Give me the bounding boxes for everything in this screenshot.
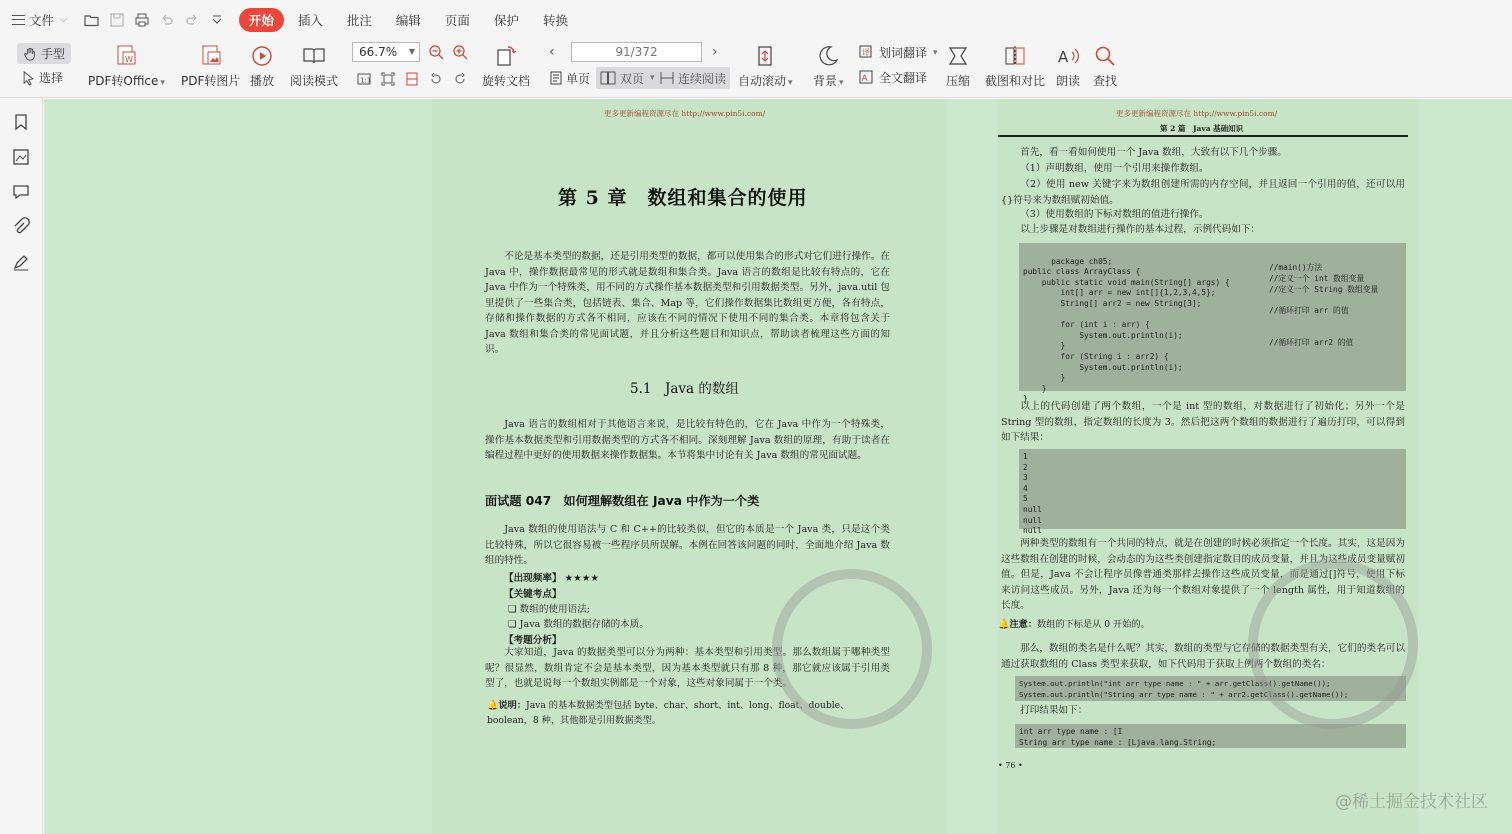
signature-icon[interactable]	[12, 253, 30, 271]
hamburger-icon	[12, 15, 25, 25]
pdf-to-office-label: PDF转Office ▾	[88, 74, 165, 88]
frequency-line	[504, 570, 599, 584]
read-aloud-label: 朗读	[1056, 74, 1081, 88]
play-label: 播放	[250, 74, 275, 88]
single-page-button[interactable]	[546, 67, 594, 89]
code-block-1	[1019, 243, 1406, 404]
auto-scroll-button[interactable]	[738, 43, 793, 89]
question-paragraph: Java 数组的使用语法与 C 和 C++的比较类似，但它的本质是一个 Java 类，只是这个类比较特殊，所以它很容易被一些程序员所误解。本例在回答该问题的同时，全面地介绍 Java 数组的特性。	[485, 524, 890, 566]
double-page-icon	[600, 71, 616, 85]
analysis-paragraph: 大家知道，Java 的数据类型可以分为两种：基本类型和引用类型。那么数组属于哪种类型呢？很显然，数组肯定不会是基本类型，因为基本类型就只有那 8 种，那它就应该属于引用类型了，也就是说每一个数组实例都是一个对象，这些对象同属于一个类。	[485, 647, 890, 689]
zoom-in-icon[interactable]	[452, 44, 468, 63]
tab-convert[interactable]: 转换	[542, 13, 568, 28]
code-comment: //定义一个 int 数组变量	[1269, 274, 1365, 283]
read-aloud-icon	[1056, 44, 1080, 68]
svg-text:W: W	[125, 55, 134, 64]
frequency-stars: ★★★★	[564, 573, 600, 584]
translate-icon	[859, 45, 875, 61]
hand-icon	[23, 47, 37, 61]
thumbnail-icon[interactable]	[12, 148, 30, 166]
rotate-document-label: 旋转文档	[482, 74, 531, 88]
page-indicator: 91/372	[615, 45, 658, 59]
code-1-text: package ch05; public class ArrayClass { public static void main(String[] args) { int[] arr = new int[]{1,2,3,4,5}; String[] arr2 = new String[3]; for (int i : arr) { System.out.println(i); } for (String i : arr2) { System.out.println(i); } } }	[1023, 256, 1230, 404]
chevron-down-icon: ▼	[408, 47, 415, 56]
search-button[interactable]	[1093, 43, 1117, 89]
hand-tool-label: 手型	[41, 47, 66, 61]
question-title: 面试题 047 如何理解数组在 Java 中作为一个类	[485, 494, 760, 508]
view-fit-icons	[355, 70, 468, 87]
chevron-down-icon: ▾	[650, 73, 655, 83]
paragraph-2: 两种类型的数组有一个共同的特点，就是在创建的时候必须指定一个长度。其实，这是因为这些数组在创建的时候，会动态的为这些类创建指定数目的成员变量，并且为这些成员变量赋初值。但是，Java 不会让程序员像普通类那样去操作这些成员变量，而是通过[]符号，使用下标来访问这些成员。另外，Java 还为每一个数组对象提供了一个 length 属性，用于知道数组的长度。	[1001, 538, 1405, 611]
frequency-label: 【出现频率】	[504, 573, 562, 584]
step-3: （3）使用数组的下标对数组的值进行操作。	[1020, 209, 1209, 220]
step-2: （2）使用 new 关键字来为数组创建所需的内存空间，并且返回一个引用的值，还可以用{}符号来为数组赋初始值。	[1001, 179, 1405, 206]
comment-icon[interactable]	[12, 183, 30, 201]
code-comment: //main()方法	[1269, 263, 1323, 272]
document-viewer[interactable]	[44, 99, 1512, 834]
hand-tool-button[interactable]	[17, 43, 71, 64]
code-comment: //循环打印 arr2 的值	[1269, 338, 1354, 347]
attachment-icon[interactable]	[12, 218, 30, 236]
rotate-document-icon	[494, 44, 518, 68]
read-mode-button[interactable]	[290, 43, 338, 89]
keypoint-item: ❏ Java 数组的数据存储的本质。	[508, 619, 649, 630]
svg-text:A: A	[861, 73, 868, 84]
attention-text: 数组的下标是从 0 开始的。	[1037, 619, 1150, 630]
checkbox-bullet-icon: ❏	[508, 619, 520, 630]
select-tool-button[interactable]	[22, 69, 63, 86]
file-menu-label: 文件	[29, 13, 55, 28]
word-translate-button[interactable]	[859, 44, 938, 61]
steps-intro: 首先，看一看如何使用一个 Java 数组，大致有以下几个步骤。	[1020, 147, 1287, 158]
bell-icon: 🔔	[487, 700, 499, 711]
quick-access-dropdown-icon[interactable]	[206, 9, 228, 31]
pdf-to-office-button[interactable]	[88, 43, 165, 89]
next-page-icon[interactable]: ›	[712, 44, 718, 60]
pdf-to-image-button[interactable]	[181, 43, 240, 89]
screenshot-compare-label: 截图和对比	[985, 74, 1046, 88]
tab-insert[interactable]: 插入	[297, 13, 323, 28]
tab-edit[interactable]: 编辑	[395, 13, 421, 28]
print-icon[interactable]	[131, 9, 153, 31]
screenshot-compare-button[interactable]	[985, 43, 1045, 89]
zoom-value: 66.7%	[359, 45, 398, 59]
pdf-to-image-icon	[199, 44, 223, 68]
chevron-down-icon: ▾	[933, 47, 938, 58]
auto-scroll-icon	[753, 44, 777, 68]
file-menu-button[interactable]	[12, 11, 67, 29]
double-page-label: 双页	[620, 71, 645, 86]
menu-bar	[0, 0, 1512, 40]
paragraph-1: 以上的代码创建了两个数组，一个是 int 型的数组，对数据进行了初始化；另外一个是 String 型的数组，指定数组的长度为 3。然后把这两个数组的数据进行了遍历打印，可以得到如下结果：	[1001, 401, 1405, 443]
rotate-document-button[interactable]	[482, 43, 530, 89]
section-title: 5.1 Java 的数组	[630, 381, 739, 397]
background-label: 背景 ▾	[813, 74, 844, 88]
zoom-select[interactable]	[352, 42, 420, 62]
continuous-read-button[interactable]	[656, 67, 730, 89]
step-1: （1）声明数组，使用一个引用来操作数组。	[1020, 163, 1209, 174]
screenshot-compare-icon	[1003, 44, 1027, 68]
left-page	[432, 99, 946, 834]
right-page	[998, 99, 1418, 834]
result-label: 打印结果如下：	[1020, 705, 1088, 716]
code-block-4: int arr type name : [I String arr type name : [Ljava.lang.String;	[1015, 724, 1406, 748]
save-icon[interactable]	[106, 9, 128, 31]
page-header: 更多更新编程资源尽在 http://www.pin5i.com/	[604, 109, 766, 118]
moon-icon	[816, 44, 840, 68]
full-translate-button[interactable]	[859, 69, 927, 86]
redo-icon[interactable]	[181, 9, 203, 31]
keypoint-item: ❏ 数组的使用语法;	[508, 604, 591, 615]
code-comment: //定义一个 String 数组变量	[1269, 285, 1379, 294]
bell-icon: 🔔	[998, 619, 1010, 630]
chevron-down-icon: ⌵	[60, 15, 67, 25]
analysis-label: 【考题分析】	[504, 635, 562, 646]
svg-text:A: A	[1058, 48, 1069, 66]
chapter-title: 第 5 章 数组和集合的使用	[558, 187, 808, 209]
library-stamp	[772, 569, 932, 729]
rotate-right-icon[interactable]	[451, 70, 468, 87]
pdf-to-image-label: PDF转图片	[181, 74, 241, 88]
tab-annotate[interactable]: 批注	[346, 13, 372, 28]
full-translate-label: 全文翻译	[879, 71, 928, 85]
search-label: 查找	[1093, 74, 1118, 88]
read-aloud-button[interactable]	[1056, 43, 1080, 89]
compress-label: 压缩	[946, 74, 971, 88]
book-icon	[302, 44, 326, 68]
compress-button[interactable]	[946, 43, 970, 89]
code-block-3: System.out.println("int arr type name : " + arr.getClass().getName()); System.out.println("String arr type name : " + arr2.getClass().getName());	[1015, 676, 1406, 701]
attention-label: 注意：	[1009, 619, 1038, 630]
previous-page-icon[interactable]: ‹	[549, 44, 555, 60]
note-label: 说明：	[498, 700, 527, 711]
header-rule	[998, 135, 1408, 137]
page-number: • 76 •	[998, 761, 1023, 770]
keypoints-label: 【关键考点】	[504, 589, 562, 600]
pdf-to-word-icon	[114, 44, 138, 68]
actual-size-icon[interactable]	[355, 70, 372, 87]
double-page-button[interactable]	[596, 67, 659, 89]
open-folder-icon[interactable]	[81, 9, 103, 31]
compress-icon	[946, 44, 970, 68]
step-summary: 以上步骤是对数组进行操作的基本过程，示例代码如下：	[1020, 224, 1261, 235]
site-watermark: @稀土掘金技术社区	[1335, 792, 1488, 812]
auto-scroll-label: 自动滚动 ▾	[738, 74, 793, 88]
tab-protect[interactable]: 保护	[493, 13, 519, 28]
continuous-read-icon	[660, 71, 674, 85]
tab-page[interactable]: 页面	[444, 13, 470, 28]
tab-start[interactable]: 开始	[239, 8, 284, 32]
undo-icon[interactable]	[156, 9, 178, 31]
svg-text:译: 译	[862, 47, 870, 57]
intro-paragraph: 不论是基本类型的数据，还是引用类型的数据，都可以使用集合的形式对它们进行操作。在 Java 中，操作数据最常见的形式就是数组和集合类。Java 语言的数组是比较有特点的，它在 Java 中作为一个特殊类，用不同的方式操作基本数据类型和引用数据类型。另外，java.util 包里提供了一些集合类，包括链表、集合、Map 等，它们操作数据集比数组更方便，各有特点，存储和操作数据的方式各不相同，应该在不同的情况下使用不同的集合类。本章将包含关于 Java 数组和集合类的常见面试题，并且分析这些题目和知识点，帮助读者梳理这些方面的知识。	[485, 251, 890, 355]
note-text: Java 的基本数据类型包括 byte、char、short、int、long、float、double、boolean，8 种，其他都是引用数据类型。	[487, 700, 850, 726]
section-paragraph: Java 语言的数组相对于其他语言来说，是比较有特色的，它在 Java 中作为一个特殊类，操作基本数据类型和引用数据类型的方式各不相同。深刻理解 Java 数组的原理，有助于读者在编程过程中更好的使用数据来操作数据集。本节将集中讨论有关 Java 数组的常见面试题。	[485, 419, 890, 461]
word-translate-label: 划词翻译	[879, 46, 928, 60]
continuous-read-label: 连续阅读	[678, 71, 727, 86]
paragraph-3: 那么，数组的类名是什么呢？其实，数组的类型与它存储的数据类型有关，它们的类名可以通过获取数组的 Class 类型来获取，如下代码用于获取上例两个数组的类名：	[1001, 643, 1405, 670]
play-button[interactable]	[250, 43, 274, 89]
svg-text:1:1: 1:1	[359, 76, 371, 84]
bookmark-icon[interactable]	[12, 113, 30, 131]
cursor-icon	[22, 71, 35, 85]
select-tool-label: 选择	[39, 71, 64, 85]
search-icon	[1093, 44, 1117, 68]
fit-width-icon[interactable]	[403, 70, 420, 87]
left-sidebar	[0, 98, 43, 834]
menu-tabs	[239, 8, 582, 32]
background-button[interactable]	[813, 43, 844, 89]
play-icon	[250, 44, 274, 68]
full-translate-icon	[859, 70, 875, 86]
page-header: 更多更新编程资源尽在 http://www.pin5i.com/	[1116, 109, 1278, 118]
single-page-label: 单页	[566, 71, 591, 86]
code-comment: //循环打印 arr 的值	[1269, 306, 1349, 315]
code-block-2: 1 2 3 4 5 null null null	[1019, 449, 1406, 529]
zoom-out-icon[interactable]	[428, 44, 444, 63]
read-mode-label: 阅读模式	[290, 74, 339, 88]
part-subheader: 第 2 篇 Java 基础知识	[1160, 124, 1244, 133]
rotate-left-icon[interactable]	[427, 70, 444, 87]
library-stamp	[1248, 559, 1418, 729]
single-page-icon	[550, 71, 562, 85]
fit-page-icon[interactable]	[379, 70, 396, 87]
page-number-input[interactable]	[571, 42, 702, 62]
checkbox-bullet-icon: ❏	[508, 604, 520, 615]
